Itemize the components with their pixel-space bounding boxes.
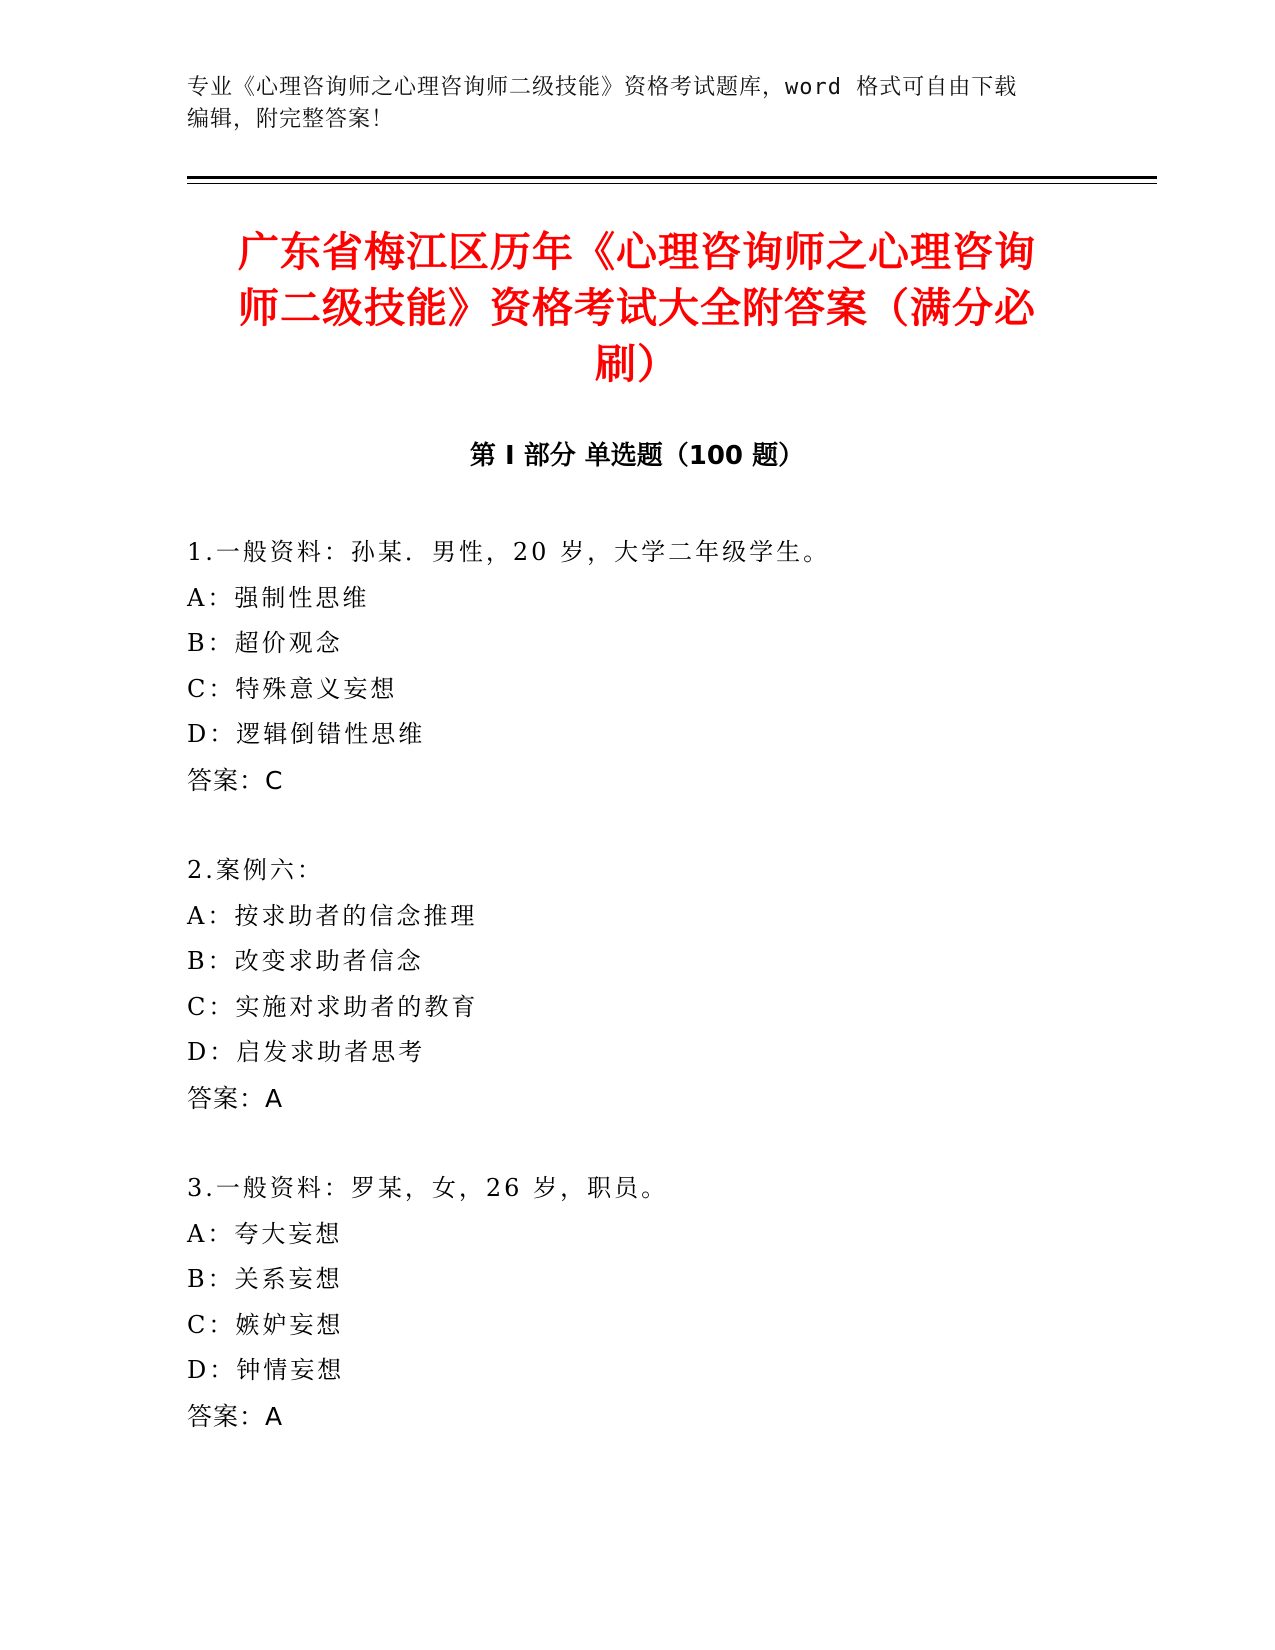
option-b: B：超价观念 xyxy=(187,629,343,657)
option-d: D：启发求助者思考 xyxy=(187,1038,426,1066)
option-d: D：钟情妄想 xyxy=(187,1356,345,1384)
option-c: C：实施对求助者的教育 xyxy=(187,992,479,1021)
option-b: B：改变求助者信念 xyxy=(187,947,424,975)
document-title xyxy=(187,224,1087,392)
answer: 答案：C xyxy=(187,765,284,795)
option-a: A：强制性思维 xyxy=(187,583,370,612)
question-2 xyxy=(187,848,1087,1121)
question-stem: 1.一般资料：孙某．男性，20 岁，大学二年级学生。 xyxy=(187,538,831,566)
option-a: A：夸大妄想 xyxy=(187,1219,343,1248)
header-divider-thick xyxy=(187,176,1157,179)
header-note-line-1: 专业《心理咨询师之心理咨询师二级技能》资格考试题库，word 格式可自由下载 xyxy=(187,75,1018,100)
question-list xyxy=(187,530,1087,1484)
header-note xyxy=(187,72,1077,136)
option-c: C：嫉妒妄想 xyxy=(187,1310,344,1339)
answer: 答案：A xyxy=(187,1083,284,1113)
option-d: D：逻辑倒错性思维 xyxy=(187,720,426,748)
document-title-line-2: 师二级技能》资格考试大全附答案（满分必 xyxy=(238,284,1036,332)
document-title-line-3: 刷） xyxy=(595,340,679,388)
section-heading: 第 I 部分 单选题（100 题） xyxy=(469,441,805,471)
answer: 答案：A xyxy=(187,1401,284,1431)
document-title-line-1: 广东省梅江区历年《心理咨询师之心理咨询 xyxy=(238,228,1036,276)
header-divider-thin xyxy=(187,183,1157,184)
header-note-line-2: 编辑，附完整答案！ xyxy=(187,107,395,132)
question-1 xyxy=(187,530,1087,803)
question-3 xyxy=(187,1166,1087,1439)
option-c: C：特殊意义妄想 xyxy=(187,674,398,703)
question-stem: 2.案例六： xyxy=(187,856,324,884)
option-b: B：关系妄想 xyxy=(187,1265,343,1293)
question-stem: 3.一般资料：罗某，女，26 岁，职员。 xyxy=(187,1174,669,1202)
option-a: A：按求助者的信念推理 xyxy=(187,901,478,930)
